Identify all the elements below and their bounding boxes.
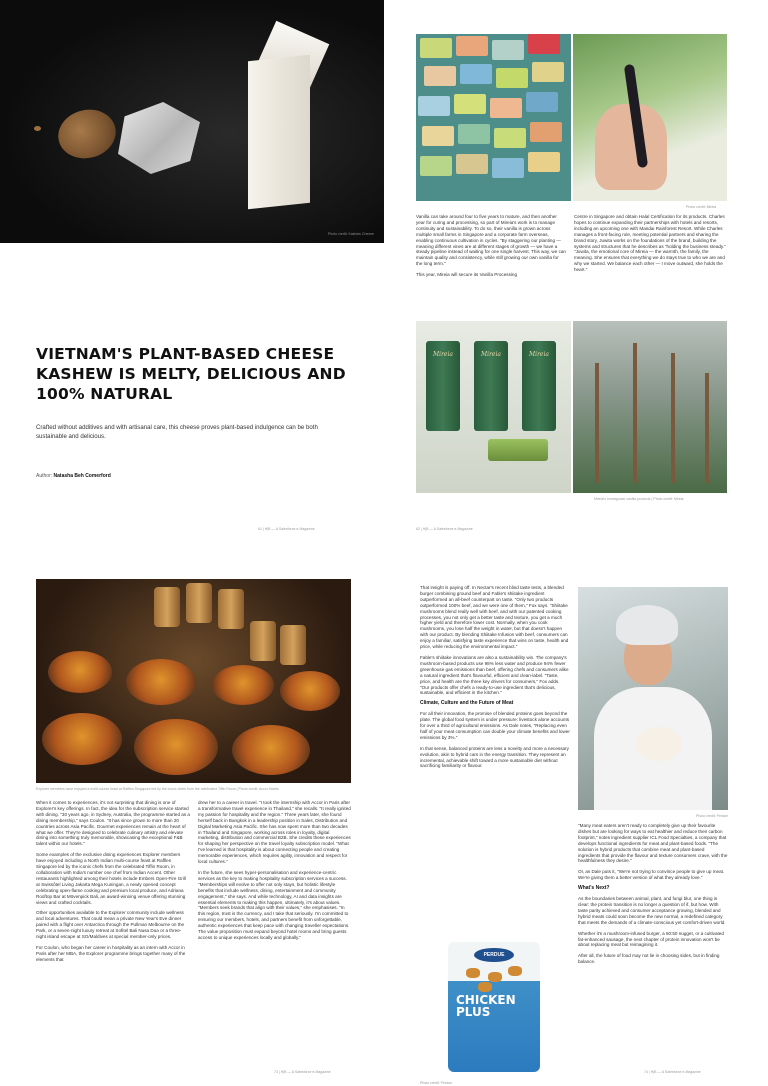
text-column-1 xyxy=(36,800,190,968)
nugget-shape xyxy=(466,968,480,978)
page-74 xyxy=(384,543,768,1086)
photo-credit: Photo credit: Perdue xyxy=(420,1081,452,1085)
paragraph: For Coulon, who began her career in hospitality as an intern with Accor in Paris after her MBA, the Explorer programme brings together many of the elements that xyxy=(36,944,186,962)
brand-logo: PERDUE xyxy=(474,948,514,962)
tin-label: Mireia xyxy=(481,351,501,358)
pack-shape xyxy=(490,98,522,118)
indian-feast-photo xyxy=(36,579,351,783)
author-name: Natasha Beh Comerford xyxy=(53,473,111,479)
pole-shape xyxy=(671,353,675,483)
page-73 xyxy=(0,543,384,1086)
paragraph: drew her to a career in travel. "I took the internship with Accor in Paris after a transformative travel experience in Thailand," she recalls. "It really ignited my passion for hospitality and the region." Three years later, she found herself back in Bangkok in a leadership position in Sales, Distribution and Digital Marketing Asia Pacific. She has now spent more than two decades in Thailand and Singapore, working across roles in loyalty, digital marketing, distribution and commercial B2B. She credits these experiences for shaping her perspective on the travel loyalty subscription model. "What I've learned is that hospitality is about connecting people and creating memorable experiences, which requires agility, innovation and respect for local cultures." xyxy=(198,800,351,865)
wax-paper-shape xyxy=(118,102,200,174)
pack-shape xyxy=(492,158,524,178)
pack-shape xyxy=(454,94,486,114)
pack-shape xyxy=(456,36,488,56)
page-61 xyxy=(0,0,384,543)
pack-shape xyxy=(526,92,558,112)
pack-shape xyxy=(418,96,450,116)
author-line xyxy=(36,473,111,479)
paragraph: After all, the future of food may not lie in choosing sides, but in finding balance. xyxy=(578,953,720,965)
bag-title-line: PLUS xyxy=(456,1005,491,1019)
page-62 xyxy=(384,0,768,543)
text-column-2 xyxy=(574,214,726,278)
article-headline: VIETNAM'S PLANT-BASED CHEESE KASHEW IS MELTY, DELICIOUS AND 100% NATURAL xyxy=(36,345,346,403)
paragraph: Centre in Singapore and obtain Halal Certification for its products. Charles hopes to continue expanding their partnerships with hotels and resorts, including an upcoming one with Mandai Rainforest Resort. While Charles manages a front-facing role, meeting potential partners and sharing the brand story, Juwita works on the foundations of the brand, building the systems and structures that he describes as "holding the business steady." "Juwita, the emotional core of Mireia — the warmth, the family, the meaning. She ensures that everything we do stays true to who we are and why we started. We balance each other — I move outward, she holds the heart." xyxy=(574,214,726,273)
photo-credit: Photo credit: Mireia xyxy=(686,205,717,209)
pole-shape xyxy=(595,363,599,483)
bag-title xyxy=(456,994,516,1018)
photo-credit: Mireia's homegrown vanilla products | Photo credit: Mireia xyxy=(594,497,684,501)
tin-label: Mireia xyxy=(529,351,549,358)
cheese-hero-photo xyxy=(0,0,384,243)
paragraph: "Many meat eaters aren't ready to completely give up their favourite dishes but are looking for ways to eat healthier and reduce their carbon footprint," notes ingredient supplier ICL Food Specialties, a company that develops functional ingredients for meat and plant-based foods. "The solution is hybrid products that combine meat and plant-based ingredients that provide the flavour and texture consumers crave, with the healthfulness they desire." xyxy=(578,823,728,864)
nugget-shape xyxy=(488,972,502,982)
cake-shape xyxy=(488,439,548,461)
pack-shape xyxy=(456,154,488,174)
paragraph: In the future, she sees hyper-personalisation and experience-centric services as the key to making hospitality subscription services a success. "Memberships will evolve to offer not only stays, but holistic lifestyle benefits that include wellness, dining, entertainment and community engagement," she says. And while technology, AI and data insights are essential elements to making this happen, ultimately, it's about values. "Members seek brands that align with their values," she emphasises. "In this region, trust is the currency, and I take that seriously. I'm committed to ensuring our members, hotels, and partners benefit from unforgettable, authentic experiences that keep pace with changing traveller expectations. The value proposition must expand beyond hotel rooms and bring guests access to unique experiences locally and globally." xyxy=(198,869,350,940)
bowl-shape xyxy=(48,651,112,693)
jar-shape xyxy=(280,625,306,665)
bowl-shape xyxy=(212,665,274,705)
photo-credit: Photo credit: Kashew Cheese xyxy=(327,232,374,236)
pack-shape xyxy=(460,64,492,84)
food-worker-photo xyxy=(578,587,728,810)
pack-shape xyxy=(422,126,454,146)
bowl-shape xyxy=(134,719,218,775)
tin-shape xyxy=(522,341,556,431)
nugget-shape xyxy=(478,982,492,992)
page-folio: 74 | H|B — A Salesforce e-Magazine xyxy=(644,1070,701,1074)
pole-shape xyxy=(633,343,637,483)
page-folio: 62 | H|B — A Salesforce e-Magazine xyxy=(416,527,473,531)
jar-shape xyxy=(218,589,244,629)
paragraph: Whether it's a mushroom-infused burger, a 50:50 nugget, or a cultivated fat-enhanced sausage, the next chapter of protein innovation won't be about replacing meat but reimagining it. xyxy=(578,930,724,948)
pack-shape xyxy=(458,124,490,144)
vanilla-packs-photo xyxy=(416,34,571,201)
photo-credit: Photo credit: Perdue xyxy=(696,814,728,818)
pack-shape xyxy=(528,34,560,54)
bag-shape xyxy=(448,942,540,1072)
page-folio: 73 | H|B — A Salesforce e-Magazine xyxy=(274,1070,331,1074)
paragraph: Some examples of the exclusive dining experiences Explorer members have enjoyed including a North Indian multi-course feast at Raffles Singapore led by the iconic chefs from the celebrated Tiffin Room, in collaboration with India's number one chef from Indian Accent. Other restaurants highlighted among their hotels include Embers Open-Fire Grill at Swissôtel Living Jakarta Mega Kuningan, a newly opened concept celebrating open-flame cooking and premium local produce, and Adriana Rooftop Bar at Mövenpick Bali, an award-winning venue offering stunning views and crafted cocktails. xyxy=(36,852,186,905)
bottom-spread xyxy=(0,543,768,1086)
pack-shape xyxy=(496,68,528,88)
pack-shape xyxy=(494,128,526,148)
paragraph: Other opportunities available to the Explorer community include wellness and local adventures. That could mean a private New Year's Eve dinner paired with a flight over Antarctica through the Pullman Melbourne on the Park, or a seven-night luxury retreat at Sofitel Bali Nusa Dua or a three-night island escape at SO/Maldives at special member-only prices. xyxy=(36,910,185,940)
chicken-plus-bag-photo xyxy=(420,932,568,1080)
bowl-shape xyxy=(42,713,122,765)
vanilla-farm-photo xyxy=(573,321,727,493)
bag-title-line: CHICKEN xyxy=(456,993,516,1007)
text-column-1 xyxy=(416,214,566,283)
paragraph: Or, as Dale puts it, "We're not trying to convince people to give up meat. We're giving them a better version of what they already love." xyxy=(578,869,725,881)
pack-shape xyxy=(530,122,562,142)
tin-shape xyxy=(426,341,460,431)
nugget-shape xyxy=(508,966,522,976)
cheese-round-shape xyxy=(53,104,121,165)
jar-shape xyxy=(250,621,276,661)
text-column-1 xyxy=(420,585,570,774)
pole-shape xyxy=(705,373,709,483)
pack-shape xyxy=(492,40,524,60)
pack-shape xyxy=(420,156,452,176)
jar-shape xyxy=(154,587,180,627)
page-folio: 61 | H|B — A Salesforce e-Magazine xyxy=(258,527,315,531)
section-heading: What's Next? xyxy=(578,885,610,892)
paragraph: Fable's shiitake innovations are also a sustainability win. The company's mushroom-based products use 98% less water and produce 94% fewer greenhouse gas emissions than beef, offering chefs and consumers alike a natural ingredient that's flavourful, efficient and clean-label. "Taste, price, and health are the three key drivers for consumers," Fox adds. "Our products offer chefs a ready-to-use ingredient that's delicious, sustainable, and efficient in the kitchen." xyxy=(420,654,569,696)
photo-credit: Explorer members have enjoyed a multi-course feast at Raffles Singapore led by the iconic chefs from the celebrated Tiffin Room | Photo credit: Accor Hotels xyxy=(36,787,279,791)
paragraph: That insight is paying off. In Nectar's recent blind taste tests, a blended burger combining ground beef and Fable's shiitake ingredient outperformed an all-beef counterpart on taste. "Only two products outperformed 100% beef, and we were one of them," Fox says. "Shiitake mushrooms blend really well with beef, and with our patented cooking processes, you not only get a better taste and texture, you get a much higher yield and therefore lower cost. Normally, when you cook mushrooms, you lose half the weight in water, but that doesn't happen with our product. By blending Shiitake Infusion with beef, consumers can enjoy a familiar, satisfying taste experience that wins on taste, health and price, while reducing the environmental impact." xyxy=(420,585,569,650)
tin-shape xyxy=(474,341,508,431)
bowl-shape xyxy=(280,671,340,711)
crumb-shape xyxy=(34,126,41,131)
article-deck: Crafted without additives and with artisanal care, this cheese proves plant-based indulgence can be both sustainable and delicious. xyxy=(36,424,318,440)
pack-shape xyxy=(528,152,560,172)
text-column-2 xyxy=(578,823,728,970)
bowl-shape xyxy=(126,659,196,705)
chicken-shape xyxy=(636,727,682,761)
jar-shape xyxy=(186,583,212,623)
paragraph: As the boundaries between animal, plant, and fungi blur, one thing is clear: the protein transition is no longer a question of if, but how. With taste parity achieved and consumer acceptance growing, blended and hybrid meats could soon become the new normal, a redefined category that meets the demands of a climate-conscious yet comfort-driven world. xyxy=(578,896,726,925)
paragraph: For all their innovation, the promise of blended proteins goes beyond the plate. The global food system is under pressure: livestock alone accounts for over a third of agricultural emissions. As Dale notes, "Replacing even half of your meat consumption can double your climate benefits and lower emissions by 3%." xyxy=(420,711,570,740)
section-heading: Climate, Culture and the Future of Meat xyxy=(420,700,514,707)
text-column-2 xyxy=(198,800,352,946)
pack-shape xyxy=(532,62,564,82)
paragraph: Vanilla can take around four to five years to mature, and then another year for curing and processing, so part of Mireia's work is to manage continuity and sustainability. To do so, their vanilla is grown across multiple small farms in Singapore and a corporate farm overseas, enabling continuous cultivation in cycles. "By staggering our planting — meaning different vines are at different stages of growth — we have a steady pipeline instead of waiting for one single harvest. This way, we can maintain quality and consistency, while still growing our own vanilla for the long term." xyxy=(416,214,566,267)
vanilla-tins-photo xyxy=(416,321,571,493)
paragraph: When it comes to experiences, it's not surprising that dining is one of Explorer's key offerings. In fact, the idea for the subscription service started with dining. "30 years ago, in Sydney, Australia, the programme started as a dining membership," says Coulon. "It has since grown to more than 20 countries across Asia Pacific. Gourmet experiences remain at the heart of what we offer. They're designed to celebrate culinary artistry and elevate dining into something truly memorable, showcasing the exceptional F&B talent within our hotels." xyxy=(36,800,190,847)
tin-label: Mireia xyxy=(433,351,453,358)
box-body-shape xyxy=(248,55,310,210)
vanilla-pod-photo xyxy=(573,34,727,201)
pack-shape xyxy=(424,66,456,86)
paragraph: This year, Mireia will secure its Vanilla Processing xyxy=(416,272,518,278)
author-label: Author: xyxy=(36,473,53,479)
pack-shape xyxy=(420,38,452,58)
bowl-shape xyxy=(232,725,310,775)
paragraph: In that sense, balanced proteins are less a novelty and more a necessary evolution, akin to hybrid cars in the energy transition. They represent an incremental, achievable shift toward a more sustainable diet without sacrificing familiarity or flavour. xyxy=(420,745,569,769)
hairnet-shape xyxy=(616,605,678,645)
